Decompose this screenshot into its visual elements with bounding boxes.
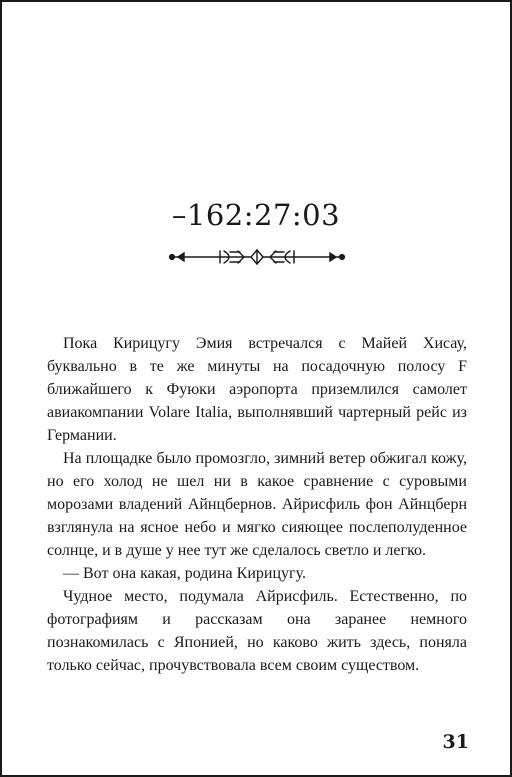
- paragraph: Пока Кирицугу Эмия встречался с Майей Хисау, буквально в те же минуты на посадочную полосу F ближайшего к Фуюки аэропорта приземлился самолет авиакомпании Volare Italia, выполнявший чартерный рейс из Германии.: [47, 335, 467, 444]
- page-number: 31: [442, 731, 469, 753]
- chapter-title: –162:27:03: [171, 198, 341, 232]
- paragraph: На площадке было промозгло, зимний ветер обжигал кожу, но его холод не шел ни в какое сравнение с суровыми морозами владений Айнцбернов. Айрисфиль фон Айнцберн взглянула на ясное небо и мягко сияющее послеполуденное солнце, и в душе у нее тут же сделалось светло и легко.: [47, 450, 467, 559]
- paragraph: Чудное место, подумала Айрисфиль. Естественно, по фотографиям и рассказам она заранее немного познакомилась с Японией, но каково жить здесь, поняла только сейчас, прочувствовала всем своим существом.: [47, 588, 467, 674]
- decorative-divider-icon: [168, 247, 346, 267]
- body-text: [47, 332, 467, 677]
- paragraph: — Вот она какая, родина Кирицугу.: [63, 565, 306, 582]
